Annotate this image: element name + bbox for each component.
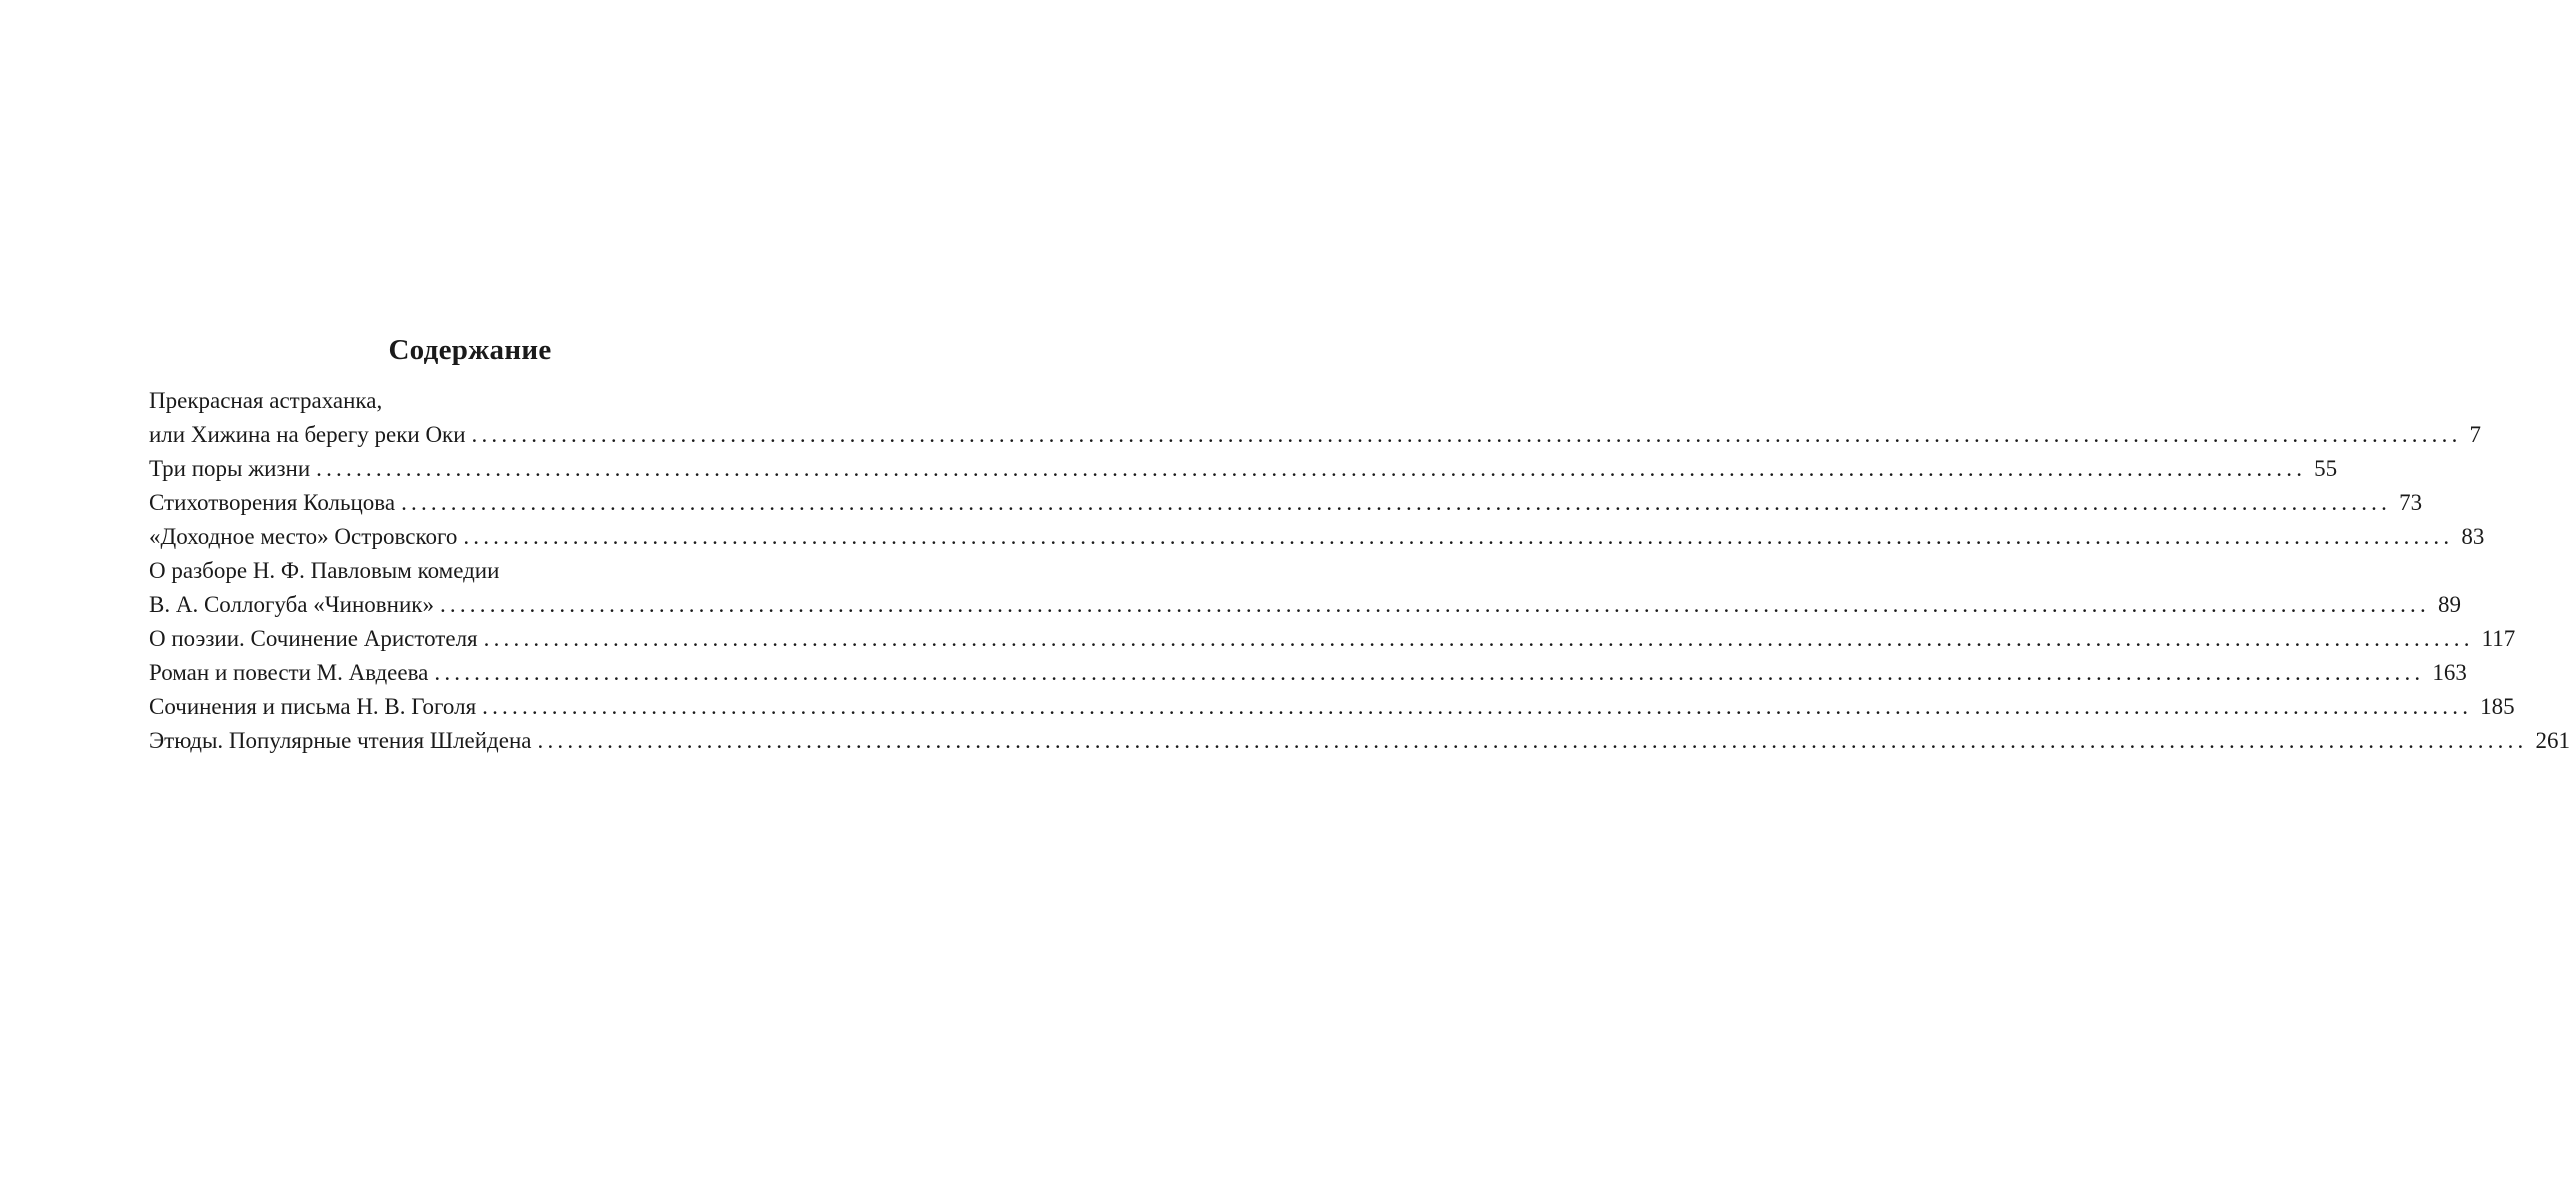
toc-entry bbox=[149, 384, 2482, 452]
toc-entry-title: О поэзии. Сочинение Аристотеля bbox=[149, 626, 478, 651]
toc-entry-line bbox=[149, 384, 787, 418]
toc-entry-title: Три поры жизни bbox=[149, 456, 311, 481]
toc-entry-title: Сочинения и письма Н. В. Гоголя bbox=[149, 694, 477, 719]
toc-page-number: 185 bbox=[2480, 694, 2515, 719]
toc-entry-line bbox=[149, 588, 2461, 622]
toc-entry bbox=[149, 656, 2467, 690]
toc-entry-title: Роман и повести М. Авдеева bbox=[149, 660, 429, 685]
toc-entry bbox=[149, 452, 2338, 486]
dot-leader: ........................................................................................................................................................................................................ bbox=[434, 660, 2425, 685]
toc-entry-line bbox=[149, 452, 2338, 486]
dot-leader: ........................................................................................................................................................................................................ bbox=[482, 694, 2473, 719]
toc-page-number: 73 bbox=[2399, 490, 2423, 515]
toc-entry-title: В. А. Соллогуба «Чиновник» bbox=[149, 592, 434, 617]
toc-entry bbox=[149, 486, 2423, 520]
dot-leader: ........................................................................................................................................................................................................ bbox=[316, 456, 2307, 481]
toc-entry-line bbox=[149, 690, 2515, 724]
toc-entry bbox=[149, 724, 2570, 758]
toc-entry-title: Прекрасная астраханка, bbox=[149, 388, 383, 413]
toc-page-number: 83 bbox=[2461, 524, 2485, 549]
toc-entry-line bbox=[149, 418, 2482, 452]
dot-leader: ........................................................................................................................................................................................................ bbox=[471, 422, 2462, 447]
toc-entry-title: «Доходное место» Островского bbox=[149, 524, 458, 549]
dot-leader: ........................................................................................................................................................................................................ bbox=[463, 524, 2454, 549]
toc-entry bbox=[149, 520, 2485, 554]
dot-leader: ........................................................................................................................................................................................................ bbox=[483, 626, 2474, 651]
toc-page-number: 7 bbox=[2469, 422, 2482, 447]
toc-entry bbox=[149, 554, 2461, 622]
toc-list bbox=[149, 384, 2570, 758]
toc-entry-line bbox=[149, 724, 2570, 758]
toc-page-number: 89 bbox=[2437, 592, 2461, 617]
toc-entry-line bbox=[149, 622, 2516, 656]
dot-leader: ........................................................................................................................................................................................................ bbox=[439, 592, 2430, 617]
toc-entry-line bbox=[149, 656, 2467, 690]
toc-entry-line bbox=[149, 486, 2423, 520]
toc-page-number: 163 bbox=[2432, 660, 2467, 685]
toc-entry-line bbox=[149, 520, 2485, 554]
toc-entry-title: Стихотворения Кольцова bbox=[149, 490, 396, 515]
toc-entry-title: или Хижина на берегу реки Оки bbox=[149, 422, 466, 447]
dot-leader: ........................................................................................................................................................................................................ bbox=[537, 728, 2528, 753]
toc-entry-title: О разборе Н. Ф. Павловым комедии bbox=[149, 558, 500, 583]
toc-entry bbox=[149, 690, 2515, 724]
toc-page-number: 261 bbox=[2535, 728, 2570, 753]
toc-entry bbox=[149, 622, 2516, 656]
dot-leader: ........................................................................................................................................................................................................ bbox=[401, 490, 2392, 515]
toc-entry-line bbox=[149, 554, 787, 588]
page-title: Содержание bbox=[388, 334, 552, 366]
toc-page-number: 117 bbox=[2481, 626, 2516, 651]
toc-entry-title: Этюды. Популярные чтения Шлейдена bbox=[149, 728, 532, 753]
toc-page-number: 55 bbox=[2314, 456, 2338, 481]
